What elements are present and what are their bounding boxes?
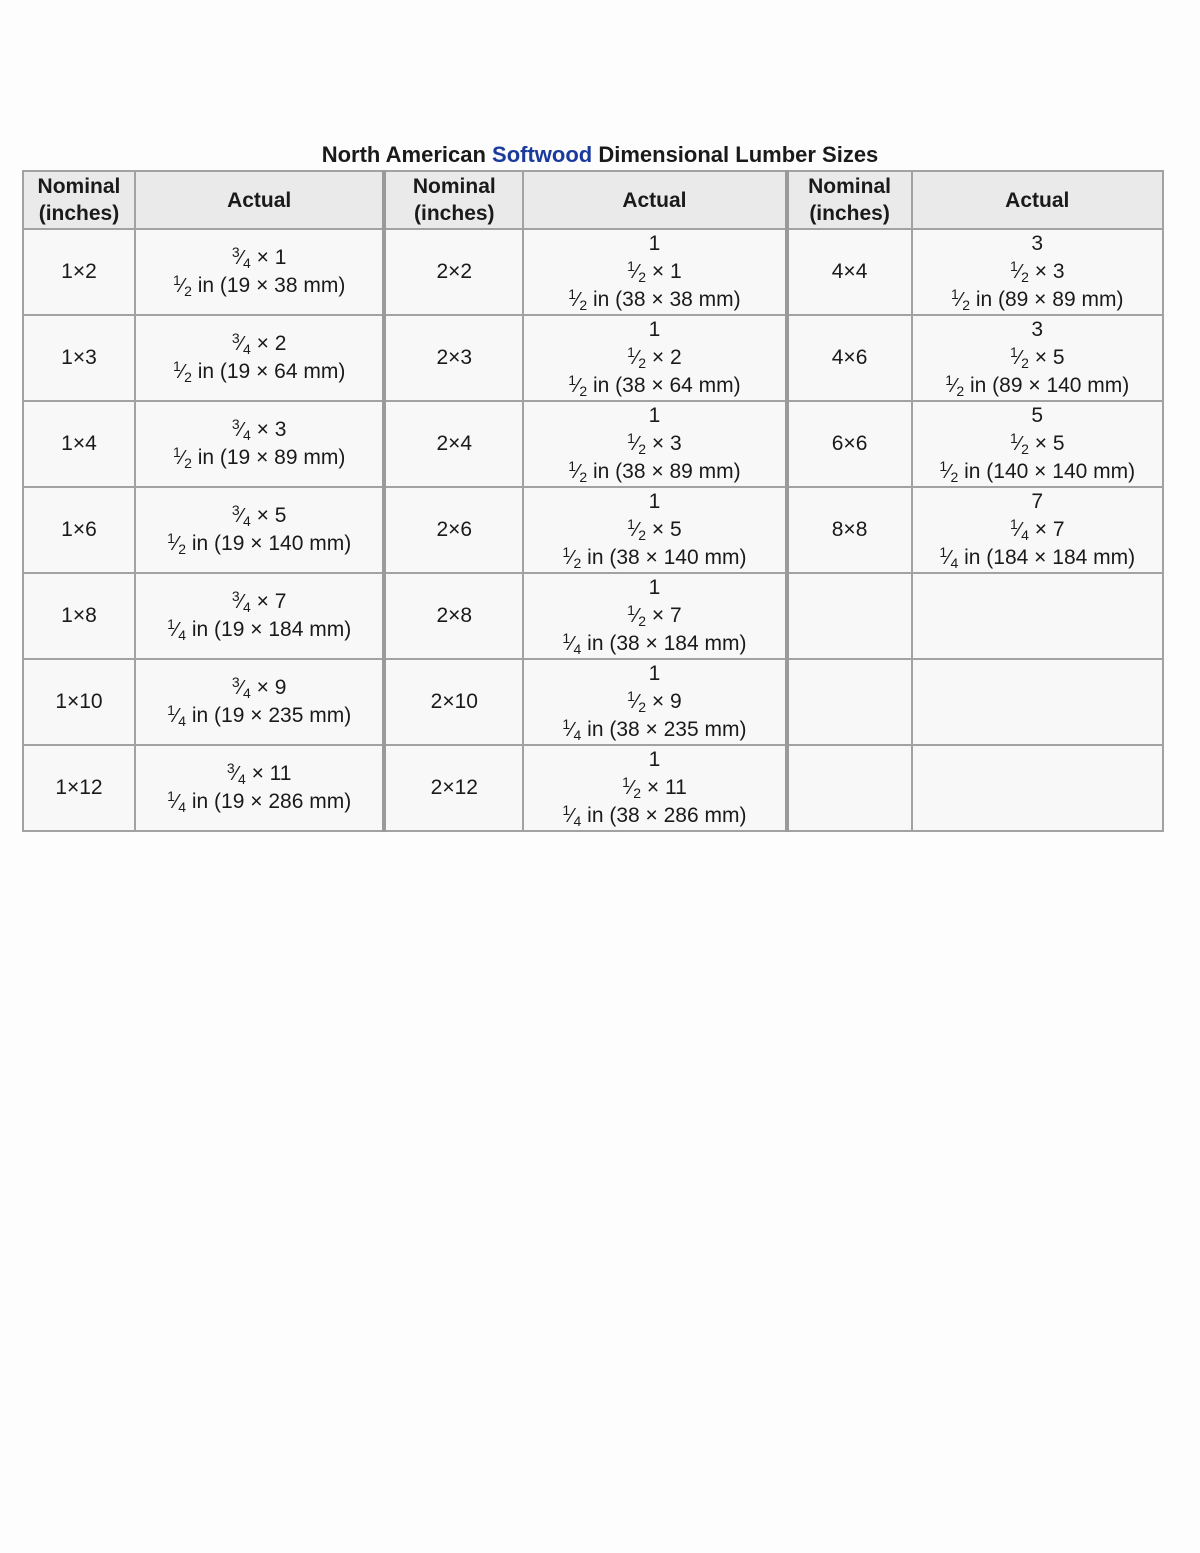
actual-line: 5 [1031, 404, 1044, 427]
fraction: $^1⁄_2$ [622, 774, 642, 801]
nominal-cell: 4×4 [787, 229, 912, 315]
actual-line: $^3⁄_4 \times 3$ [231, 416, 287, 443]
nominal-cell: 2×6 [384, 487, 523, 573]
actual-line: $^1⁄_4 \times 7$ [1009, 516, 1065, 543]
fraction: $^1⁄_2$ [167, 530, 187, 557]
actual-cell [523, 401, 786, 487]
nominal-cell: 1×12 [23, 745, 135, 831]
nominal-cell: 1×3 [23, 315, 135, 401]
table-row [23, 745, 1163, 831]
fraction: $^1⁄_2$ [945, 372, 965, 399]
fraction: $^1⁄_2$ [172, 358, 192, 385]
actual-line: $^1⁄_2 \times 11$ [622, 774, 687, 801]
nominal-cell [787, 745, 912, 831]
fraction: $^1⁄_4$ [167, 702, 187, 729]
fraction: $^3⁄_4$ [231, 502, 251, 529]
actual-cell [135, 659, 384, 745]
fraction: $^3⁄_4$ [231, 588, 251, 615]
fraction: $^1⁄_2$ [627, 602, 647, 629]
actual-line: $^1⁄_2$ in (89 × 89 mm) [951, 286, 1124, 313]
fraction: $^1⁄_2$ [627, 430, 647, 457]
actual-line: $^1⁄_2$ in (38 × 140 mm) [562, 544, 747, 571]
actual-line: $^1⁄_2 \times 3$ [627, 430, 682, 457]
actual-cell [135, 315, 384, 401]
fraction: $^1⁄_2$ [627, 344, 647, 371]
fraction: $^1⁄_4$ [1009, 516, 1029, 543]
column-header-nominal: Nominal (inches) [384, 171, 523, 229]
fraction: $^1⁄_2$ [1009, 430, 1029, 457]
actual-cell [912, 659, 1163, 745]
actual-line: $^1⁄_2 \times 1$ [627, 258, 682, 285]
actual-line: 1 [648, 662, 661, 685]
nominal-cell: 1×4 [23, 401, 135, 487]
fraction: $^1⁄_2$ [951, 286, 970, 313]
actual-line: $^1⁄_2 \times 5$ [627, 516, 682, 543]
actual-cell [523, 487, 786, 573]
column-header-nominal: Nominal (inches) [23, 171, 135, 229]
actual-line: $^3⁄_4 \times 2$ [231, 330, 287, 357]
nominal-cell: 2×4 [384, 401, 523, 487]
fraction: $^1⁄_2$ [627, 688, 647, 715]
fraction: $^1⁄_4$ [167, 616, 187, 643]
nominal-cell: 1×2 [23, 229, 135, 315]
table-row [23, 659, 1163, 745]
nominal-cell: 2×2 [384, 229, 523, 315]
fraction: $^1⁄_4$ [167, 788, 187, 815]
column-header-actual: Actual [912, 171, 1163, 229]
actual-line: $^1⁄_2$ in (38 × 89 mm) [568, 458, 741, 485]
actual-cell [135, 487, 384, 573]
column-header-actual: Actual [523, 171, 786, 229]
actual-line: $^1⁄_4$ in (19 × 235 mm) [167, 702, 352, 729]
actual-cell [523, 745, 786, 831]
header-row [23, 171, 1163, 229]
table-caption [0, 140, 1200, 170]
actual-line: $^1⁄_4$ in (38 × 286 mm) [562, 802, 747, 829]
softwood-link[interactable]: Softwood [492, 142, 593, 167]
actual-cell [523, 573, 786, 659]
actual-cell [135, 573, 384, 659]
actual-cell [912, 229, 1163, 315]
actual-line: 3 [1031, 232, 1044, 255]
fraction: $^3⁄_4$ [231, 244, 251, 271]
fraction: $^1⁄_4$ [562, 802, 582, 829]
actual-line: $^1⁄_4$ in (19 × 286 mm) [167, 788, 352, 815]
actual-line: $^3⁄_4 \times 9$ [231, 674, 287, 701]
actual-cell [912, 573, 1163, 659]
actual-line: $^1⁄_2$ in (38 × 38 mm) [568, 286, 741, 313]
actual-line: $^1⁄_2$ in (140 × 140 mm) [939, 458, 1136, 485]
nominal-cell: 2×10 [384, 659, 523, 745]
actual-line: $^1⁄_2$ in (19 × 89 mm) [172, 444, 346, 471]
fraction: $^3⁄_4$ [231, 416, 251, 443]
actual-line: 1 [648, 490, 661, 513]
fraction: $^1⁄_4$ [562, 630, 582, 657]
fraction: $^1⁄_4$ [562, 716, 582, 743]
nominal-cell: 6×6 [787, 401, 912, 487]
nominal-cell: 1×6 [23, 487, 135, 573]
actual-line: 3 [1031, 318, 1044, 341]
actual-line: $^1⁄_4$ in (19 × 184 mm) [167, 616, 352, 643]
actual-line: $^1⁄_2$ in (19 × 140 mm) [167, 530, 352, 557]
nominal-cell: 2×8 [384, 573, 523, 659]
nominal-cell: 1×8 [23, 573, 135, 659]
actual-cell [912, 401, 1163, 487]
actual-cell [912, 315, 1163, 401]
fraction: $^1⁄_2$ [1009, 344, 1029, 371]
actual-line: $^3⁄_4 \times 1$ [231, 244, 287, 271]
actual-line: 1 [648, 318, 661, 341]
fraction: $^1⁄_2$ [172, 272, 192, 299]
nominal-cell [787, 659, 912, 745]
actual-line: $^3⁄_4 \times 11$ [226, 760, 292, 787]
table-row [23, 315, 1163, 401]
actual-cell [912, 745, 1163, 831]
caption-suffix: Dimensional Lumber Sizes [592, 142, 879, 167]
fraction: $^1⁄_2$ [172, 444, 192, 471]
actual-line: $^1⁄_2 \times 3$ [1009, 258, 1065, 285]
actual-line: 1 [648, 748, 661, 771]
actual-line: 1 [648, 576, 661, 599]
actual-cell [912, 487, 1163, 573]
nominal-cell: 4×6 [787, 315, 912, 401]
table-row [23, 401, 1163, 487]
fraction: $^1⁄_2$ [1009, 258, 1029, 285]
actual-line: $^1⁄_2 \times 7$ [627, 602, 682, 629]
table-row [23, 487, 1163, 573]
actual-line: $^1⁄_2$ in (19 × 64 mm) [172, 358, 346, 385]
fraction: $^1⁄_2$ [627, 258, 647, 285]
column-header-nominal: Nominal (inches) [787, 171, 912, 229]
actual-cell [523, 229, 786, 315]
actual-line: $^1⁄_2 \times 2$ [627, 344, 682, 371]
actual-line: $^1⁄_2 \times 5$ [1009, 344, 1065, 371]
actual-line: $^1⁄_4$ in (184 × 184 mm) [939, 544, 1136, 571]
actual-cell [523, 315, 786, 401]
fraction: $^3⁄_4$ [226, 760, 246, 787]
actual-line: $^1⁄_2$ in (89 × 140 mm) [945, 372, 1130, 399]
actual-line: $^3⁄_4 \times 7$ [231, 588, 287, 615]
actual-line: 7 [1031, 490, 1044, 513]
actual-line: $^1⁄_2 \times 9$ [627, 688, 682, 715]
column-header-actual: Actual [135, 171, 384, 229]
nominal-cell: 2×12 [384, 745, 523, 831]
fraction: $^1⁄_4$ [939, 544, 959, 571]
fraction: $^1⁄_2$ [568, 458, 588, 485]
table-body [23, 229, 1163, 831]
nominal-cell: 2×3 [384, 315, 523, 401]
fraction: $^1⁄_2$ [627, 516, 647, 543]
table-row [23, 229, 1163, 315]
actual-cell [135, 401, 384, 487]
fraction: $^1⁄_2$ [568, 372, 588, 399]
fraction: $^1⁄_2$ [939, 458, 959, 485]
fraction: $^1⁄_2$ [568, 286, 588, 313]
actual-line: $^1⁄_2$ in (38 × 64 mm) [568, 372, 741, 399]
fraction: $^1⁄_2$ [562, 544, 582, 571]
actual-cell [135, 745, 384, 831]
fraction: $^3⁄_4$ [231, 330, 251, 357]
table-row [23, 573, 1163, 659]
actual-line: $^1⁄_2$ in (19 × 38 mm) [172, 272, 346, 299]
lumber-size-table [22, 170, 1164, 832]
actual-line: $^1⁄_4$ in (38 × 235 mm) [562, 716, 747, 743]
actual-line: $^1⁄_4$ in (38 × 184 mm) [562, 630, 747, 657]
fraction: $^3⁄_4$ [231, 674, 251, 701]
actual-line: $^3⁄_4 \times 5$ [231, 502, 287, 529]
actual-cell [523, 659, 786, 745]
nominal-cell: 8×8 [787, 487, 912, 573]
nominal-cell: 1×10 [23, 659, 135, 745]
actual-cell [135, 229, 384, 315]
actual-line: $^1⁄_2 \times 5$ [1009, 430, 1065, 457]
actual-line: 1 [648, 404, 661, 427]
caption-prefix: North American [321, 142, 493, 167]
actual-line: 1 [648, 232, 661, 255]
nominal-cell [787, 573, 912, 659]
